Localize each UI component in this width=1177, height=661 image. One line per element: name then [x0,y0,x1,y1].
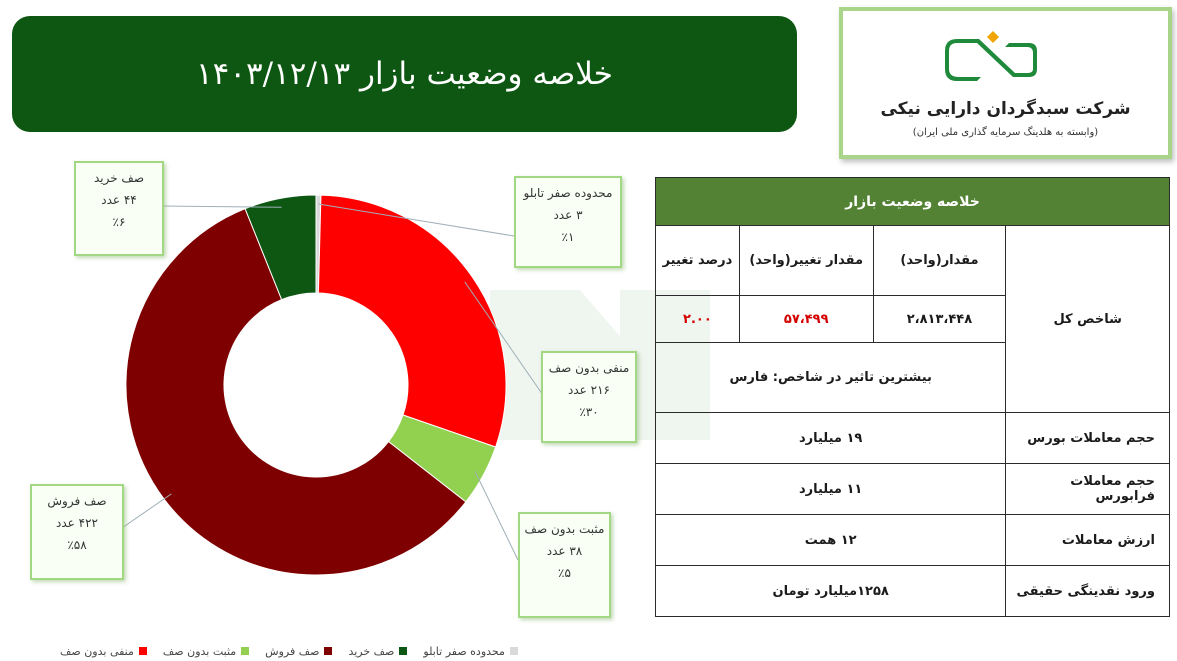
data-label-callout [518,512,611,618]
legend-item [163,643,249,659]
slice-count: ۳ عدد [553,208,583,222]
table-row-value: ۱۲ همت [656,515,1006,566]
table-row-value: ۱۹ میلیارد [656,413,1006,464]
table-row-label: ورود نقدینگی حقیقی [1006,566,1170,617]
slice-name: منفی بدون صف [548,361,630,375]
legend-label: محدوده صفر تابلو [423,644,505,658]
index-percent: ۲.۰۰ [656,296,740,343]
slice-count: ۴۲۲ عدد [56,516,98,530]
legend-item [348,643,407,659]
slice-name: مثبت بدون صف [524,522,605,536]
leader-line [122,494,171,528]
data-label-callout [514,176,622,268]
page-title-banner [12,16,797,132]
slice-percent: ٪۱ [561,230,575,244]
page-title: خلاصه وضعیت بازار ۱۴۰۳/۱۲/۱۳ [196,56,613,92]
data-label-callout [541,351,637,443]
legend-label: صف فروش [265,644,320,658]
market-summary-table [655,177,1170,617]
index-value: ۲،۸۱۳،۴۴۸ [873,296,1006,343]
table-row-label: حجم معاملات فرابورس [1006,464,1170,515]
slice-percent: ٪۵۸ [67,538,87,552]
legend-item [60,643,147,659]
data-label-callout [74,161,164,256]
slice-percent: ٪۳۰ [579,405,599,419]
legend-item [423,643,518,659]
table-row-label: ارزش معاملات [1006,515,1170,566]
chart-legend [60,643,518,659]
slice-name: محدوده صفر تابلو [523,186,613,200]
table-row-value: ۱۲۵۸میلیارد تومان [656,566,1006,617]
legend-swatch [399,647,407,655]
table-row-value: ۱۱ میلیارد [656,464,1006,515]
legend-swatch [241,647,249,655]
col-percent-header: درصد تغییر [656,226,740,296]
index-change: ۵۷،۴۹۹ [739,296,873,343]
leader-line [475,471,518,560]
company-logo-icon [943,29,1043,91]
table-row-label: حجم معاملات بورس [1006,413,1170,464]
data-label-callout [30,484,124,580]
table-header: خلاصه وضعیت بازار [656,178,1170,226]
slice-count: ۲۱۶ عدد [568,383,610,397]
legend-item [265,643,332,659]
donut-slice [318,195,506,447]
slice-percent: ٪۵ [558,566,571,580]
legend-label: منفی بدون صف [60,644,134,658]
slice-name: صف فروش [47,494,107,508]
slice-percent: ٪۶ [112,215,126,229]
slice-count: ۳۸ عدد [546,544,583,558]
company-subtitle: (وابسته به هلدینگ سرمایه گذاری ملی ایران) [912,127,1099,138]
top-influence: بیشترین تاثیر در شاخص: فارس [656,343,1006,413]
col-value-header: مقدار(واحد) [873,226,1006,296]
legend-label: صف خرید [348,644,395,658]
slice-name: صف خرید [93,171,145,185]
legend-swatch [139,647,147,655]
legend-swatch [510,647,518,655]
slice-count: ۴۴ عدد [101,193,137,207]
index-label: شاخص کل [1006,226,1170,413]
company-name: شرکت سبدگردان دارایی نیکی [880,99,1131,119]
col-change-header: مقدار تغییر(واحد) [739,226,873,296]
donut-slices [126,195,506,575]
company-logo-card [839,7,1172,159]
legend-label: مثبت بدون صف [162,644,237,658]
legend-swatch [324,647,332,655]
